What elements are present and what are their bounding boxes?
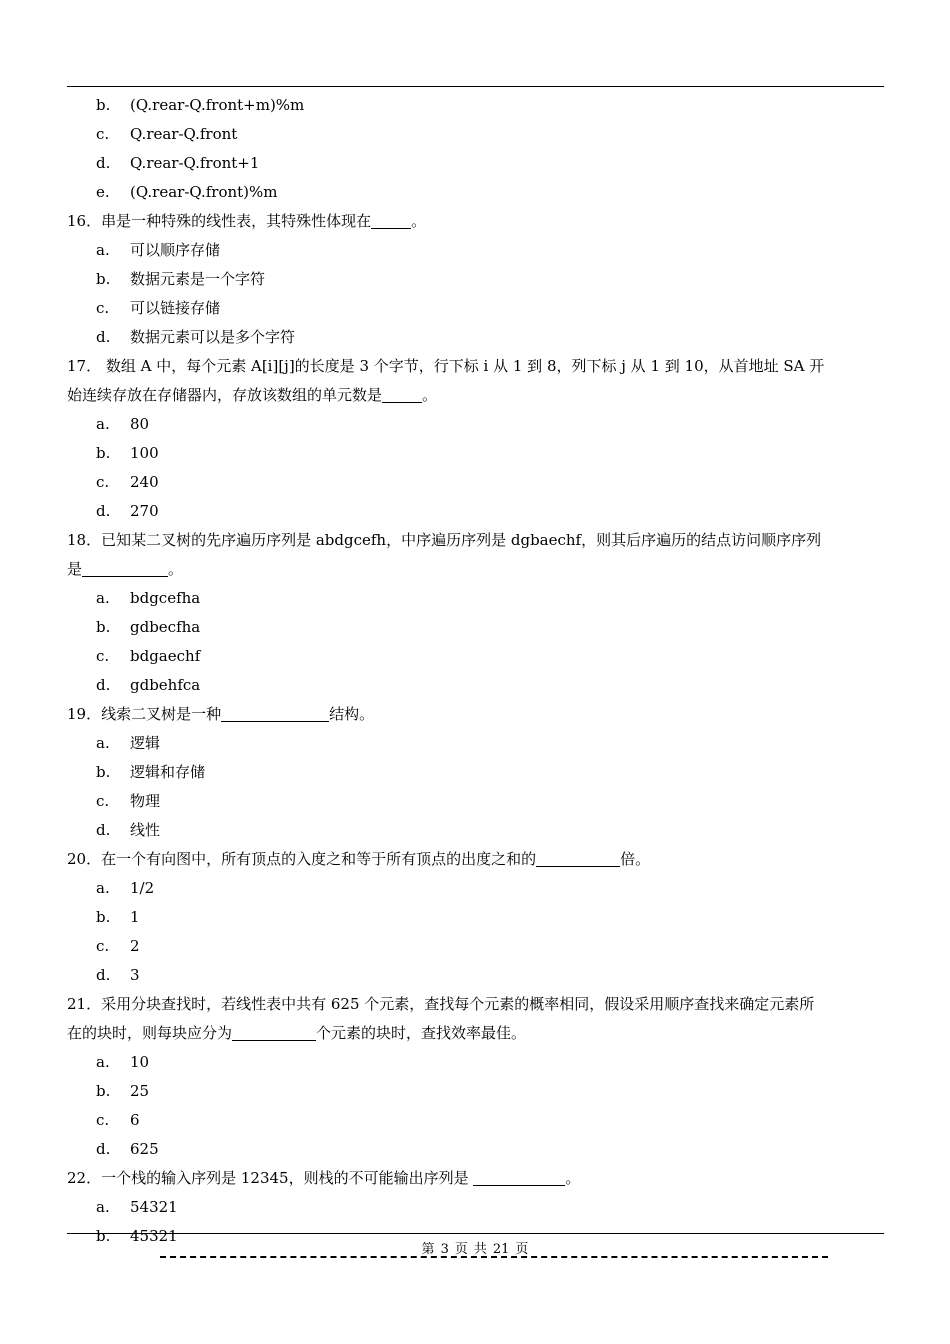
option-letter: b. [96, 96, 111, 114]
q16-option-b [67, 265, 884, 294]
option-letter: a. [96, 879, 110, 897]
option-text: 240 [130, 473, 159, 491]
q17-stem-line1 [67, 352, 884, 381]
stem-text: 结构。 [329, 705, 375, 723]
option-text: 线性 [130, 821, 161, 839]
cut-line [160, 1256, 828, 1258]
option-letter: d. [96, 821, 111, 839]
current-page-number: 3 [440, 1242, 449, 1257]
answer-blank [536, 848, 620, 867]
option-letter: c. [96, 792, 110, 810]
option-text: 逻辑 [130, 734, 161, 752]
q21-option-b [67, 1077, 884, 1106]
option-letter: a. [96, 241, 110, 259]
q16-option-d [67, 323, 884, 352]
option-text: 3 [130, 966, 140, 984]
option-letter: b. [96, 444, 111, 462]
q15-option-d [67, 149, 884, 178]
answer-blank [371, 210, 411, 229]
q15-option-e [67, 178, 884, 207]
page-number-footer [0, 1238, 950, 1257]
option-text: 物理 [130, 792, 161, 810]
stem-text: 在的块时，则每块应分为 [67, 1024, 233, 1042]
stem-text: 22．一个栈的输入序列是 12345，则栈的不可能输出序列是 [67, 1169, 474, 1187]
option-text: 数据元素可以是多个字符 [130, 328, 296, 346]
stem-text: 。 [422, 386, 438, 404]
option-letter: b. [96, 270, 111, 288]
stem-text: 。 [565, 1169, 581, 1187]
q19-option-b [67, 758, 884, 787]
footer-gong: 共 [473, 1242, 487, 1257]
option-text: 可以顺序存储 [130, 241, 221, 259]
option-text: 25 [130, 1082, 150, 1100]
option-text: 6 [130, 1111, 140, 1129]
q17-option-d [67, 497, 884, 526]
stem-text: 是 [67, 560, 83, 578]
option-text: (Q.rear-Q.front+m)%m [130, 96, 305, 114]
exam-content [67, 91, 884, 1251]
q21-option-a [67, 1048, 884, 1077]
q18-option-c [67, 642, 884, 671]
option-text: 10 [130, 1053, 150, 1071]
stem-text: 18．已知某二叉树的先序遍历序列是 abdgcefh，中序遍历序列是 dgbaechf，则其后序遍历的结点访问顺序序列 [67, 531, 822, 549]
option-text: bdgcefha [130, 589, 201, 607]
option-text: bdgaechf [130, 647, 201, 665]
footer-di: 第 [421, 1242, 435, 1257]
option-letter: d. [96, 966, 111, 984]
stem-text: 个元素的块时，查找效率最佳。 [316, 1024, 527, 1042]
option-letter: b. [96, 763, 111, 781]
option-letter: b. [96, 1227, 111, 1245]
q16-stem [67, 207, 884, 236]
option-letter: c. [96, 473, 110, 491]
stem-text: 倍。 [620, 850, 651, 868]
option-letter: c. [96, 647, 110, 665]
option-text: 270 [130, 502, 159, 520]
option-letter: c. [96, 299, 110, 317]
option-text: 625 [130, 1140, 159, 1158]
answer-blank [82, 558, 168, 577]
option-letter: d. [96, 154, 111, 172]
option-text: 数据元素是一个字符 [130, 270, 266, 288]
option-letter: a. [96, 415, 110, 433]
answer-blank [221, 703, 329, 722]
option-letter: e. [96, 183, 110, 201]
stem-text: 16．串是一种特殊的线性表，其特殊性体现在 [67, 212, 372, 230]
option-letter: a. [96, 1198, 110, 1216]
option-letter: d. [96, 328, 111, 346]
option-letter: a. [96, 589, 110, 607]
stem-text: 。 [411, 212, 427, 230]
q18-stem-line2 [67, 555, 884, 584]
q20-option-c [67, 932, 884, 961]
option-letter: a. [96, 734, 110, 752]
option-text: (Q.rear-Q.front)%m [130, 183, 278, 201]
q15-option-b [67, 91, 884, 120]
option-text: gdbecfha [130, 618, 201, 636]
option-letter: b. [96, 618, 111, 636]
stem-text: 。 [168, 560, 184, 578]
option-text: 80 [130, 415, 150, 433]
q19-option-c [67, 787, 884, 816]
option-text: 1/2 [130, 879, 155, 897]
option-text: 45321 [130, 1227, 178, 1245]
option-text: 2 [130, 937, 140, 955]
option-letter: b. [96, 908, 111, 926]
q18-option-b [67, 613, 884, 642]
q16-option-c [67, 294, 884, 323]
option-text: Q.rear-Q.front+1 [130, 154, 260, 172]
total-page-count: 21 [492, 1242, 510, 1257]
option-text: 1 [130, 908, 140, 926]
option-letter: d. [96, 676, 111, 694]
option-text: 54321 [130, 1198, 178, 1216]
answer-blank [232, 1022, 316, 1041]
option-text: gdbehfca [130, 676, 201, 694]
q21-option-c [67, 1106, 884, 1135]
q15-option-c [67, 120, 884, 149]
q20-option-a [67, 874, 884, 903]
option-letter: c. [96, 1111, 110, 1129]
q17-option-a [67, 410, 884, 439]
option-text: 100 [130, 444, 159, 462]
q17-option-c [67, 468, 884, 497]
option-letter: a. [96, 1053, 110, 1071]
q20-stem [67, 845, 884, 874]
answer-blank [473, 1167, 565, 1186]
answer-blank [382, 384, 422, 403]
option-text: 可以链接存储 [130, 299, 221, 317]
q18-option-a [67, 584, 884, 613]
q18-option-d [67, 671, 884, 700]
footer-ye: 页 [515, 1242, 529, 1257]
option-text: 逻辑和存储 [130, 763, 206, 781]
footer-ye: 页 [454, 1242, 468, 1257]
stem-text: 21．采用分块查找时，若线性表中共有 625 个元素，查找每个元素的概率相同，假设采用顺序查找来确定元素所 [67, 995, 815, 1013]
q20-option-b [67, 903, 884, 932]
option-letter: d. [96, 1140, 111, 1158]
option-letter: d. [96, 502, 111, 520]
stem-text: 19．线索二叉树是一种 [67, 705, 222, 723]
footer-rule [67, 1233, 884, 1234]
option-letter: c. [96, 125, 110, 143]
option-letter: b. [96, 1082, 111, 1100]
stem-text: 始连续存放在存储器内，存放该数组的单元数是 [67, 386, 383, 404]
q16-option-a [67, 236, 884, 265]
q18-stem-line1 [67, 526, 884, 555]
option-letter: c. [96, 937, 110, 955]
stem-text: 20．在一个有向图中，所有顶点的入度之和等于所有顶点的出度之和的 [67, 850, 537, 868]
stem-text: 17． 数组 A 中，每个元素 A[i][j]的长度是 3 个字节，行下标 i 从 1 到 8，列下标 j 从 1 到 10，从首地址 SA 开 [67, 357, 825, 375]
q19-option-a [67, 729, 884, 758]
q17-option-b [67, 439, 884, 468]
q22-stem [67, 1164, 884, 1193]
header-rule [67, 86, 884, 87]
option-text: Q.rear-Q.front [130, 125, 238, 143]
q19-stem [67, 700, 884, 729]
q20-option-d [67, 961, 884, 990]
q21-stem-line1 [67, 990, 884, 1019]
q19-option-d [67, 816, 884, 845]
q17-stem-line2 [67, 381, 884, 410]
q22-option-a [67, 1193, 884, 1222]
q21-option-d [67, 1135, 884, 1164]
q21-stem-line2 [67, 1019, 884, 1048]
